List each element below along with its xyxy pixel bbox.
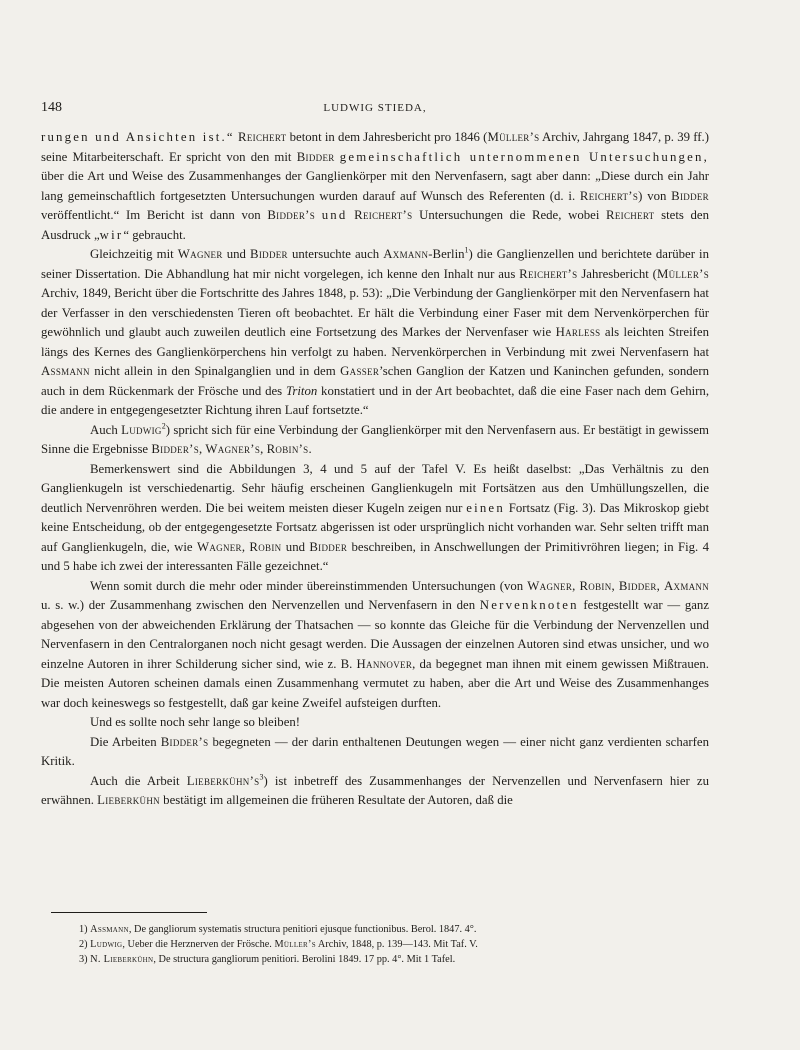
paragraph-1 [41, 128, 709, 245]
body-text [41, 128, 709, 811]
paragraph-6: Und es sollte noch sehr lange so bleiben! [90, 715, 301, 729]
text-run: Wenn somit durch die mehr oder minder übereinstimmenden Untersuchungen (von [90, 578, 524, 593]
author-name: Reichert [606, 208, 655, 222]
footnote-number: 1) [79, 924, 88, 935]
author-name: Bidder’s [267, 208, 316, 222]
running-head: LUDWIG STIEDA, [323, 102, 427, 114]
text-run: ) ist inbetreff des Zusammenhanges der Nervenzellen und Nervenfasern hier zu erwähnen. [41, 773, 709, 807]
text-run: betont in dem Jahresbericht pro 1846 ( [289, 130, 488, 144]
footnote-ref[interactable]: 2 [161, 421, 166, 431]
text-run: Archiv, Jahrgang 1847, p. 39 ff.) seine Mitarbeiterschaft. Er spricht von den mit [41, 130, 709, 164]
author-name: Hannover [356, 656, 413, 671]
author-name: Lieberkühn [97, 793, 160, 807]
footnotes [79, 922, 709, 967]
text-run: festgestellt war — ganz abgesehen von der abweichenden Erklärung der Thatsachen — so konnte das Gleiche für die Verbindung der Nervenzellen und Nervenfasern in den Centralorganen noch nicht gesagt werden. Die Aussagen der einzelnen Autoren sind etwas unsicher, und wo einzelne Autoren in ihrer Schilderung sicher sind, wie z. B. [41, 598, 710, 671]
footnote-number: 3) [79, 954, 88, 965]
text-run: Bemerkenswert sind die Abbildungen 3, 4 und 5 auf der Tafel V. Es heißt daselbst: „Das Verhältnis zu den Ganglienkugeln ist verschiedenartig. Sehr häufig erscheinen Ganglienkugeln mit Fortsätzen aus den Umhüllungszellen, die deutlich Nervenröhren werden. Die bei weitem meisten dieser Kugeln zeigen nur [41, 461, 709, 515]
text-run: , da begegnet man ihnen mit einem gewissen Mißtrauen. Die meisten Autoren scheinen damals einen Zusammenhang vermutet zu haben, aber die Art und Weise des Zusammenhanges war doch keineswegs so festgestellt, daß gar keine Zweifel aufsteigen durften. [41, 656, 709, 710]
author-name: Wagner [196, 539, 242, 554]
footnote-2 [79, 937, 709, 952]
text-run: Nervenknoten [479, 598, 579, 612]
author-name: Harless [555, 325, 601, 339]
footnote-rule [51, 912, 207, 913]
text-run: konstatiert und in der Art beobachtet, daß die eine Faser nach dem Gehirn, die andere in entgegengesetzter Richtung ihren Lauf fortsetzte.“ [41, 383, 710, 417]
author-name: Müller’s [274, 939, 316, 950]
text-run: wir [99, 227, 124, 242]
footnote-text: , Ueber die Herznerven der Frösche. [122, 939, 272, 950]
text-run: ) spricht sich für eine Verbindung der Ganglienkörper mit den Nervenfasern aus. Er bestätigt in gewissem Sinne die Ergebnisse [41, 422, 710, 456]
author-name: Robin’s [266, 442, 309, 456]
author-name: Bidder [309, 539, 348, 554]
author-name: Bidder’s [160, 734, 209, 749]
text-run: und [226, 247, 246, 261]
text-run: , [611, 578, 615, 593]
text-run: Untersuchungen die Rede, wobei [419, 208, 600, 222]
text-run: einen [466, 500, 505, 515]
footnote-text: , De structura gangliorum penitiori. Berolini 1849. 17 pp. 4°. Mit 1 Tafel. [153, 954, 456, 965]
text-run: und [285, 539, 305, 554]
text-run: Auch [90, 422, 118, 437]
text-run: beschreiben, in Anschwellungen der Primitivröhren liegen; in Fig. 4 und 5 habe ich zwei der interessanten Fälle gezeichnet.“ [41, 539, 709, 573]
text-run: gemeinschaftlich unternommenen Untersuchungen, [339, 149, 710, 164]
text-run: , [260, 442, 264, 456]
author-name: Assmann [90, 924, 129, 935]
author-name: Ludwig [90, 939, 123, 950]
text-run: untersuchte auch [291, 247, 380, 261]
text-run: Archiv, 1849, Bericht über die Fortschritte des Jahres 1848, p. 53): „Die Verbindung der Ganglienkörper mit den Nervenfasern hat der Verfasser in den verschiedensten Tieren oft beobachtet. Er hält die Verbindung einer Faser mit dem Nervenkörperchen für gewöhnlich und glaubt auch zuweilen deutlich eine Fortsetzung des Markes der Nervenfaser wie [41, 286, 709, 339]
author-name: Müller’s [656, 266, 709, 281]
author-name: Reichert’s [519, 266, 578, 281]
text-run: Auch die Arbeit [90, 773, 180, 788]
text-run: ) von [638, 188, 667, 203]
text-run: und [321, 208, 348, 222]
author-name: Wagner’s [205, 442, 261, 456]
author-name: Reichert [238, 130, 287, 144]
text-run: bestätigt im allgemeinen die früheren Resultate der Autoren, daß die [163, 793, 513, 807]
text-run: rungen und Ansichten ist.“ [41, 130, 235, 144]
text-run: u. s. w.) der Zusammenhang zwischen den Nervenzellen und Nervenfasern in den [41, 598, 476, 612]
text-run: als leichten Streifen längs des Kernes des Ganglienkörperchens hin verfolgt zu haben. Nervenkörperchen in Verbindung mit zwei Nervenfasern hat [41, 325, 709, 359]
footnote-text: Archiv, 1848, p. 139—143. Mit Taf. V. [317, 939, 478, 950]
footnote-1 [79, 922, 709, 937]
author-name: Lieberkühn’s [186, 773, 260, 788]
text-run: nicht allein in den Spinalganglien und in dem [94, 364, 336, 378]
text-run: . [308, 442, 312, 456]
paragraph-2 [41, 245, 709, 421]
text-run: begegneten — der darin enthaltenen Deutungen wegen — einer nicht ganz verdienten scharfen Kritik. [41, 734, 710, 768]
author-name: Wagner [527, 578, 573, 593]
paragraph-8 [41, 772, 709, 811]
paragraph-7 [41, 733, 709, 772]
author-name: Ludwig [121, 422, 162, 437]
page-number: 148 [41, 100, 62, 115]
author-name: Robin [579, 578, 612, 593]
text-run: -Berlin [428, 247, 465, 261]
page-header [41, 100, 709, 124]
footnote-text: , De gangliorum systematis structura penitiori ejusque functionibus. Berol. 1847. 4°. [128, 924, 477, 935]
text-run: , [572, 578, 576, 593]
author-name: Robin [249, 539, 282, 554]
author-name: Gasser [340, 364, 380, 378]
text-run: ’schen Ganglion der Katzen und Kaninchen gefunden, sondern auch in dem Rückenmark der Frösche und des [41, 364, 709, 398]
text-run: ) die Ganglienzellen und berichtete darüber in seiner Dissertation. Die Abhandlung hat mir nicht vorgelegen, ich kenne den Inhalt nur aus [41, 247, 709, 281]
footnote-number: 2) [79, 939, 88, 950]
text-run: stets den Ausdruck „ [41, 208, 710, 242]
taxon-name: Triton [285, 383, 318, 398]
text-run: Fortsatz (Fig. 3). Das Mikroskop giebt keine Entscheidung, ob der entgegengesetzte Fortsatz abgerissen ist oder ursprünglich nicht vorhanden war. Sehr selten trifft man auf Ganglienkugeln, die, wie [41, 500, 710, 554]
author-name: Bidder [250, 247, 288, 261]
text-run: Jahresbericht ( [581, 266, 657, 281]
author-name: Axmann [383, 247, 429, 261]
author-name: Bidder’s [151, 442, 200, 456]
footnote-3 [79, 952, 709, 967]
paragraph-5 [41, 577, 709, 714]
text-run: , [241, 539, 246, 554]
text-run: “ gebraucht. [123, 227, 186, 242]
text-run: über die Art und Weise des Zusammenhanges der Ganglienkörper mit den Nervenfasern, sagt aber dann: „Diese durch ein Jahr lang gemeinschaftlich fortgesetzten Untersuchungen wurden darauf auf Wunsch des Referenten (d. i. [41, 169, 709, 203]
footnote-ref[interactable]: 3 [259, 772, 264, 782]
paragraph-3 [41, 421, 709, 460]
text-run: Die Arbeiten [90, 734, 157, 749]
author-name: Reichert’s [354, 208, 413, 222]
author-name: Reichert’s [579, 188, 639, 203]
author-name: Müller’s [487, 130, 540, 144]
text-run: , [656, 578, 660, 593]
text-run: , [199, 442, 203, 456]
paragraph-4 [41, 460, 709, 577]
footnote-ref[interactable]: 1 [464, 245, 469, 255]
text-run: Gleichzeitig mit [90, 247, 174, 261]
author-name: Bidder [618, 578, 657, 593]
author-name: Bidder [296, 149, 335, 164]
author-name: Bidder [671, 188, 709, 203]
author-name: N. Lieberkühn [90, 954, 154, 965]
author-name: Wagner [177, 247, 223, 261]
author-name: Axmann [663, 578, 710, 593]
text-run: veröffentlicht.“ Im Bericht ist dann von [41, 208, 261, 222]
author-name: Assmann [41, 364, 90, 378]
